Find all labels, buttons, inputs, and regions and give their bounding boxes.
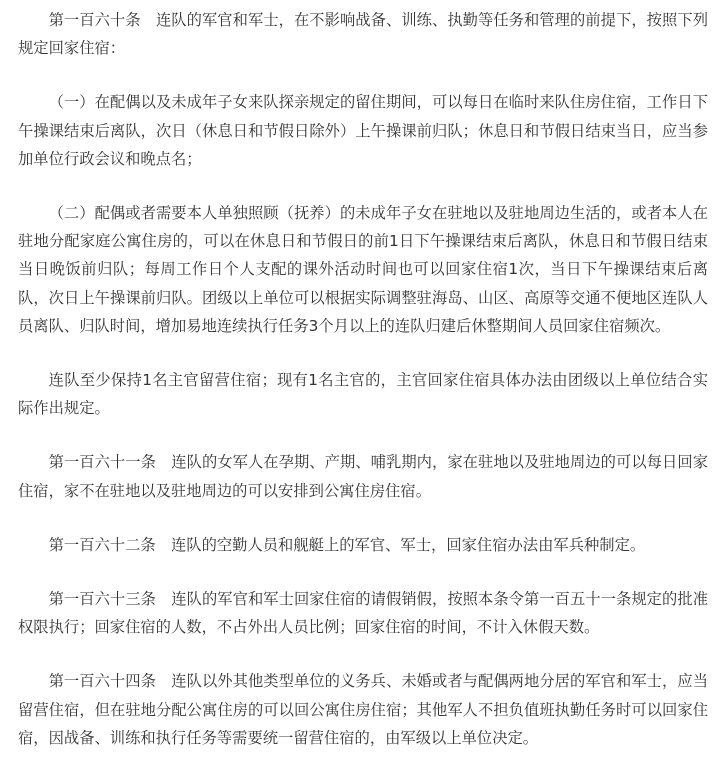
paragraph-article-160: 第一百六十条 连队的军官和军士，在不影响战备、训练、执勤等任务和管理的前提下，按照下列规定回家住宿： bbox=[18, 11, 708, 58]
document-body bbox=[18, 6, 708, 778]
paragraph-article-164: 第一百六十四条 连队以外其他类型单位的义务兵、未婚或者与配偶两地分居的军官和军士，应当留营住宿，但在驻地分配公寓住房的可以回公寓住房住宿；其他军人不担负值班执勤任务时可以回家住宿，因战备、训练和执行任务等需要统一留营住宿的，由军级以上单位决定。 bbox=[18, 672, 708, 747]
paragraph-article-161: 第一百六十一条 连队的女军人在孕期、产期、哺乳期内，家在驻地以及驻地周边的可以每日回家住宿，家不在驻地以及驻地周边的可以安排到公寓住房住宿。 bbox=[18, 453, 708, 500]
paragraph-article-163: 第一百六十三条 连队的军官和军士回家住宿的请假销假，按照本条令第一百五十一条规定的批准权限执行；回家住宿的人数，不占外出人员比例；回家住宿的时间，不计入休假天数。 bbox=[18, 590, 708, 637]
paragraph-article-162: 第一百六十二条 连队的空勤人员和舰艇上的军官、军士，回家住宿办法由军兵种制定。 bbox=[48, 535, 646, 554]
paragraph-commander-rule: 连队至少保持1名主官留营住宿；现有1名主官的，主官回家住宿具体办法由团级以上单位结合实际作出规定。 bbox=[18, 371, 708, 418]
paragraph-item-1: （一）在配偶以及未成年子女来队探亲规定的留住期间，可以每日在临时来队住房住宿，工作日下午操课结束后离队，次日（休息日和节假日除外）上午操课前归队；休息日和节假日结束当日，应当参加单位行政会议和晚点名； bbox=[18, 93, 708, 168]
paragraph-item-2: （二）配偶或者需要本人单独照顾（抚养）的未成年子女在驻地以及驻地周边生活的，或者本人在驻地分配家庭公寓住房的，可以在休息日和节假日的前1日下午操课结束后离队，休息日和节假日结束当日晚饭前归队；每周工作日个人支配的课外活动时间也可以回家住宿1次，当日下午操课结束后离队，次日上午操课前归队。团级以上单位可以根据实际调整驻海岛、山区、高原等交通不便地区连队人员离队、归队时间，增加易地连续执行任务3个月以上的连队归建后休整期间人员回家住宿频次。 bbox=[18, 204, 708, 335]
